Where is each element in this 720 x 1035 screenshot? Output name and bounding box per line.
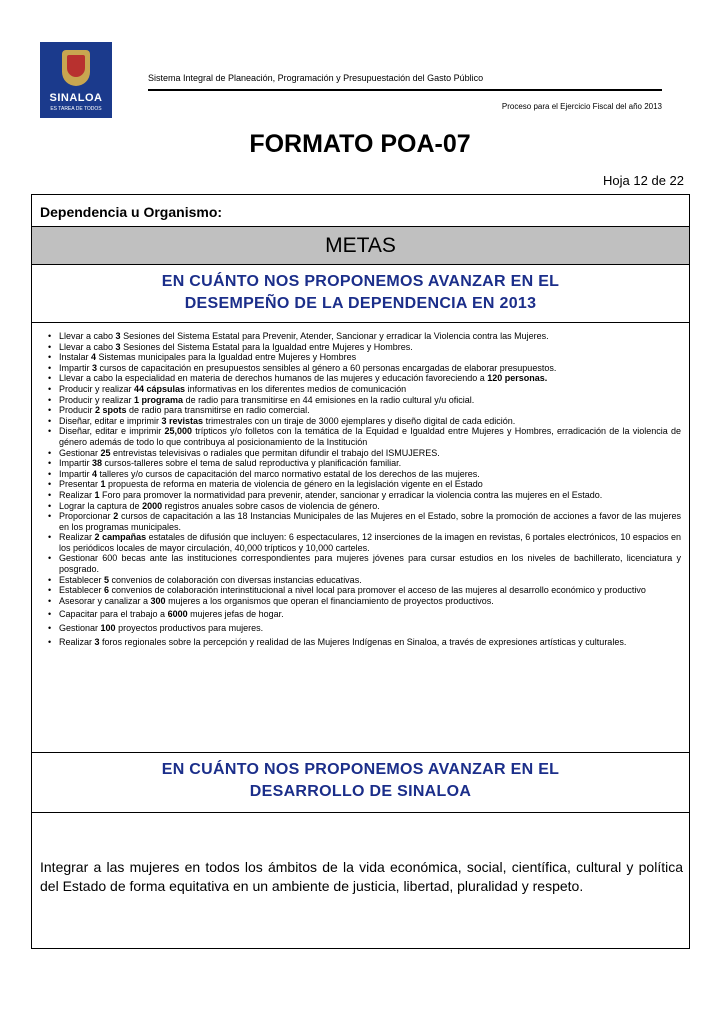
goal-text: Capacitar para el trabajo a — [59, 609, 168, 620]
goal-item — [48, 458, 681, 469]
goal-text: convenios de colaboración interinstitucional a nivel local para promover el acceso de las mujeres al desarrollo económico y productivo — [109, 585, 646, 596]
goal-text: Gestionar — [59, 447, 101, 458]
goal-text: Lograr la captura de — [59, 500, 143, 511]
goal-item — [48, 373, 681, 384]
goal-quantity: 4 — [91, 352, 97, 363]
section-performance-heading — [32, 265, 689, 323]
goal-text: trimestrales con un tiraje de 3000 ejemplares y diseño digital de cada edición. — [203, 415, 516, 426]
goal-quantity: 25,000 — [164, 426, 193, 437]
goal-text: Producir — [59, 405, 96, 416]
page-number: Hoja 12 de 22 — [603, 173, 684, 188]
goal-text: Asesorar y canalizar a — [59, 595, 151, 606]
goal-text: Realizar — [59, 489, 95, 500]
goal-text: cursos de capacitación en presupuestos sensibles al género a 60 personas encargadas de elaborar presupuestos. — [97, 362, 557, 373]
goal-quantity: 38 — [92, 458, 103, 469]
goal-item — [48, 352, 681, 363]
logo-tagline: ES TAREA DE TODOS — [50, 106, 102, 112]
form-title: FORMATO POA-07 — [249, 130, 471, 158]
goal-text: Proporcionar — [59, 511, 114, 522]
goal-item — [48, 395, 681, 406]
goal-item — [48, 575, 681, 586]
goal-quantity: 3 revistas — [161, 415, 204, 426]
section-performance-line2: DESEMPEÑO DE LA DEPENDENCIA EN 2013 — [184, 295, 537, 312]
goal-item — [48, 623, 681, 634]
goal-text: Llevar a cabo — [59, 331, 116, 341]
goal-quantity: 3 — [115, 331, 121, 341]
goal-text: Diseñar, editar e imprimir — [59, 415, 162, 426]
objective-text: Integrar a las mujeres en todos los ámbitos de la vida económica, social, científica, cultural y política del Estado de forma equitativa en un ambiente de justicia, libertad, pluralidad y respeto. — [40, 859, 683, 894]
goal-item — [48, 331, 681, 342]
goal-item — [48, 426, 681, 447]
goal-item — [48, 479, 681, 490]
goal-item — [48, 585, 681, 596]
sinaloa-logo — [40, 42, 112, 118]
goal-text: foros regionales sobre la percepción y realidad de las Mujeres Indígenas en Sinaloa, a través de expresiones artísticas y culturales. — [99, 636, 627, 647]
goal-text: propuesta de reforma en materia de violencia de género en la legislación vigente en el Estado — [105, 479, 483, 490]
logo-name: SINALOA — [49, 92, 103, 104]
goal-text: Sesiones del Sistema Estatal para Prevenir, Atender, Sancionar y erradicar la Violencia contra las Mujeres. — [120, 331, 549, 341]
goal-quantity: 3 — [92, 362, 98, 373]
goal-quantity: 1 — [100, 479, 106, 490]
goal-text: Producir y realizar — [59, 383, 135, 394]
goal-text: Impartir — [59, 362, 93, 373]
goal-item — [48, 363, 681, 374]
goal-text: talleres y/o cursos de capacitación del marco normativo estatal de los derechos de las mujeres. — [97, 468, 480, 479]
crest-icon — [62, 50, 90, 86]
goal-text: Instalar — [59, 352, 92, 363]
goal-text: Diseñar, editar e imprimir — [59, 426, 165, 437]
goal-quantity: 100 — [100, 623, 116, 634]
goal-item — [48, 490, 681, 501]
goal-item — [48, 405, 681, 416]
goal-text: estatales de difusión que incluyen: 6 espectaculares, 12 inserciones de la imagen en revistas, 6 portales electrónicos, 10 espacios en los periódicos locales de mayor circulación, 40,000 trípticos y 10,000 carteles. — [59, 532, 681, 553]
goal-text: Foro para promover la normatividad para prevenir, atender, sancionar y erradicar la violencia contra las mujeres en el Estado. — [99, 489, 603, 500]
goal-item — [48, 596, 681, 607]
goal-text: Llevar a cabo — [59, 341, 116, 352]
goal-text: informativas en los diferentes medios de comunicación — [185, 383, 407, 394]
goal-text: mujeres jefas de hogar. — [187, 609, 284, 620]
goal-text: Establecer — [59, 574, 105, 585]
metas-heading: METAS — [32, 227, 689, 265]
goal-quantity: 3 — [115, 341, 121, 352]
goal-text: Presentar — [59, 479, 101, 490]
goal-quantity: 1 programa — [134, 394, 184, 405]
goal-quantity: 6000 — [167, 609, 188, 620]
section-performance-line1: EN CUÁNTO NOS PROPONEMOS AVANZAR EN EL — [161, 273, 560, 290]
goal-text: trípticos y/o folletos con la temática de la Equidad e Igualdad entre Mujeres y Hombres, erradicación de la violencia de género además de todo lo que contribuya al posicionamiento de la Institución — [59, 426, 681, 447]
goal-text: Realizar — [59, 636, 95, 647]
goal-text: registros anuales sobre casos de violencia de género. — [162, 500, 380, 511]
goal-quantity: 3 — [94, 636, 100, 647]
goal-item — [48, 416, 681, 427]
goals-section — [32, 323, 689, 753]
goal-item — [48, 511, 681, 532]
goal-text: mujeres a los organismos que operan el financiamiento de proyectos productivos. — [165, 595, 494, 606]
section-development-line2: DESARROLLO DE SINALOA — [249, 783, 472, 800]
goal-text: Establecer — [59, 585, 105, 596]
goal-item — [48, 469, 681, 480]
goal-text: Realizar — [59, 532, 95, 543]
goal-item — [48, 553, 681, 574]
section-development-heading — [32, 753, 689, 813]
goal-quantity: 44 cápsulas — [134, 383, 186, 394]
goal-quantity: 2 — [113, 511, 119, 522]
goal-text: convenios de colaboración con diversas instancias educativas. — [109, 574, 362, 585]
goals-list — [32, 323, 689, 647]
system-title: Sistema Integral de Planeación, Programación y Presupuestación del Gasto Público — [148, 73, 484, 83]
dependency-label: Dependencia u Organismo: — [32, 195, 689, 227]
goal-quantity: 2 spots — [95, 405, 127, 416]
goal-text: Sistemas municipales para la Igualdad entre Mujeres y Hombres — [96, 352, 357, 363]
goal-quantity: 6 — [104, 585, 110, 596]
goal-text: Gestionar — [59, 623, 101, 634]
goal-text: Producir y realizar — [59, 394, 135, 405]
goal-item — [48, 448, 681, 459]
goal-text: cursos-talleres sobre el tema de salud reproductiva y planificación familiar. — [102, 458, 402, 469]
goal-text: proyectos productivos para mujeres. — [115, 623, 264, 634]
goal-text: Gestionar 600 becas ante las instituciones correspondientes para mujeres jóvenes para cursar estudios en los niveles de bachillerato, licenciatura y posgrado. — [59, 553, 681, 575]
process-label: Proceso para el Ejercicio Fiscal del año 2013 — [501, 102, 662, 111]
goal-item — [48, 384, 681, 395]
goal-text: de radio para transmitirse en 44 emisiones en la radio cultural y/u oficial. — [183, 394, 475, 405]
goal-text: Impartir — [59, 468, 93, 479]
goal-quantity: 2000 — [142, 500, 163, 511]
goal-quantity: 300 — [150, 595, 166, 606]
section-development-line1: EN CUÁNTO NOS PROPONEMOS AVANZAR EN EL — [161, 761, 560, 778]
goal-quantity: 120 personas. — [487, 373, 548, 384]
goal-item — [48, 532, 681, 553]
goal-text: de radio para transmitirse en radio comercial. — [126, 405, 310, 416]
goal-text: Impartir — [59, 458, 93, 469]
goal-text: Llevar a cabo la especialidad en materia de derechos humanos de las mujeres y educación favoreciendo a — [59, 373, 488, 384]
header-divider — [148, 89, 662, 91]
goal-item — [48, 637, 681, 648]
goal-quantity: 25 — [100, 447, 111, 458]
goal-text: entrevistas televisivas o radiales que permitan difundir el trabajo del ISMUJERES. — [110, 447, 440, 458]
form-frame — [31, 194, 690, 949]
goal-quantity: 5 — [104, 574, 110, 585]
goal-quantity: 1 — [94, 489, 100, 500]
goal-item — [48, 342, 681, 353]
goal-quantity: 4 — [92, 468, 98, 479]
goal-text: cursos de capacitación a las 18 Instancias Municipales de las Mujeres en el Estado, sobre la promoción de acciones a favor de las mujeres en los programas municipales. — [59, 511, 681, 532]
goal-item — [48, 609, 681, 620]
goal-quantity: 2 campañas — [94, 532, 147, 543]
goal-item — [48, 501, 681, 512]
goal-text: Sesiones del Sistema Estatal para la Igualdad entre Mujeres y Hombres. — [120, 341, 413, 352]
